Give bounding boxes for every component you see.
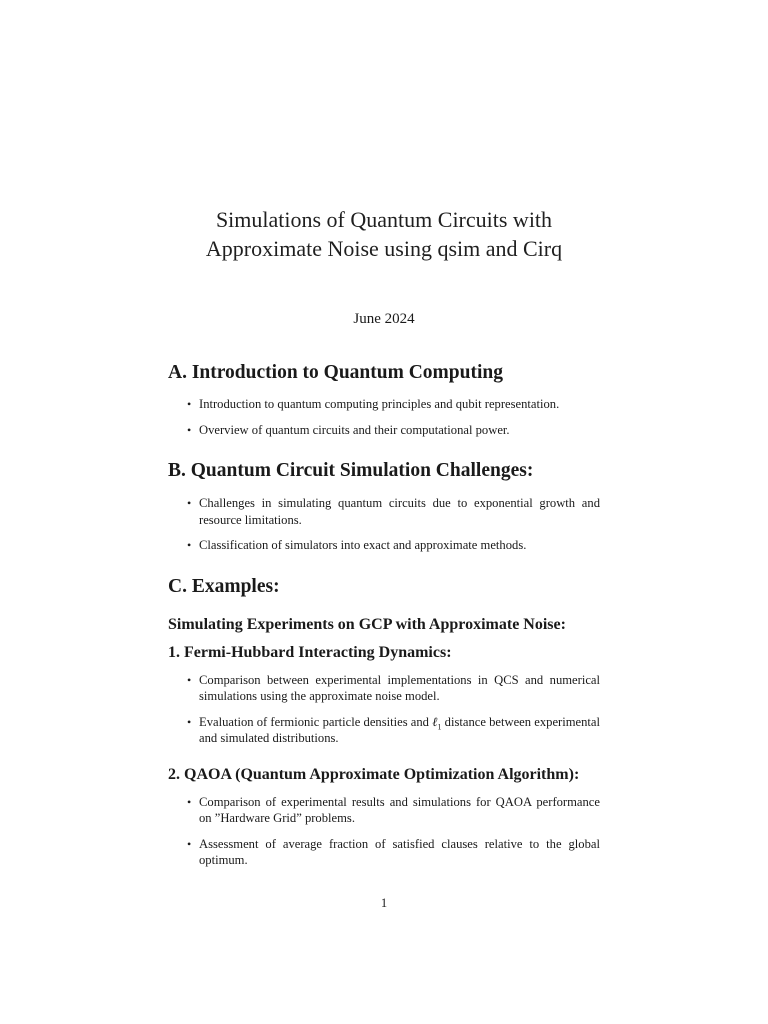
list-item-text: Comparison between experimental implementations in QCS and numerical simulations using the approximate noise model. (199, 672, 600, 703)
document-body (168, 360, 600, 869)
page-number: 1 (380, 896, 388, 910)
list-item-text: Challenges in simulating quantum circuits due to exponential growth and resource limitations. (199, 496, 600, 527)
section-b-heading: B. Quantum Circuit Simulation Challenges: (168, 460, 534, 481)
section-a-heading: A. Introduction to Quantum Computing (168, 362, 503, 383)
section-b-list (168, 495, 600, 554)
subsection-1-heading: 1. Fermi-Hubbard Interacting Dynamics: (168, 643, 452, 661)
section-a-list (168, 396, 600, 438)
bullet-icon: • (187, 836, 192, 851)
title-line-2: Approximate Noise using qsim and Cirq (205, 236, 563, 261)
list-item-text: Comparison of experimental results and simulations for QAOA performance on ”Hardware Grid” problems. (199, 794, 600, 825)
list-item-text: Introduction to quantum computing principles and qubit representation. (199, 397, 560, 411)
bullet-icon: • (187, 672, 192, 687)
bullet-icon: • (187, 397, 192, 411)
section-c-subheading: Simulating Experiments on GCP with Approximate Noise: (168, 615, 566, 633)
list-item (168, 794, 600, 827)
list-item (168, 396, 600, 413)
subsection-2-list (168, 794, 600, 869)
bullet-icon: • (187, 714, 192, 729)
subsection-1-list (168, 672, 600, 747)
bullet-icon: • (187, 538, 192, 552)
list-item-text: Assessment of average fraction of satisfied clauses relative to the global optimum. (199, 836, 600, 867)
section-c-heading: C. Examples: (168, 575, 280, 597)
title-line-1: Simulations of Quantum Circuits with (215, 207, 553, 232)
document-date: June 2024 (353, 311, 415, 327)
list-item (168, 495, 600, 528)
list-item (168, 537, 600, 554)
bullet-icon: • (187, 496, 192, 510)
list-item (168, 422, 600, 439)
list-item-text: Overview of quantum circuits and their computational power. (199, 422, 510, 437)
list-item (168, 672, 600, 705)
subsection-2-heading: 2. QAOA (Quantum Approximate Optimization Algorithm): (168, 765, 580, 783)
list-item-text-after: distance between experimental and simulated distributions. (199, 714, 600, 745)
bullet-icon: • (187, 422, 192, 437)
list-item-text: Classification of simulators into exact and approximate methods. (199, 538, 527, 552)
list-item (168, 714, 600, 747)
document-title (0, 205, 768, 263)
list-item (168, 836, 600, 869)
ell-subscript: 1 (437, 722, 442, 732)
list-item-text-before: Evaluation of fermionic particle densities and (199, 714, 433, 729)
bullet-icon: • (187, 794, 192, 809)
ell-symbol: ℓ (432, 714, 438, 729)
